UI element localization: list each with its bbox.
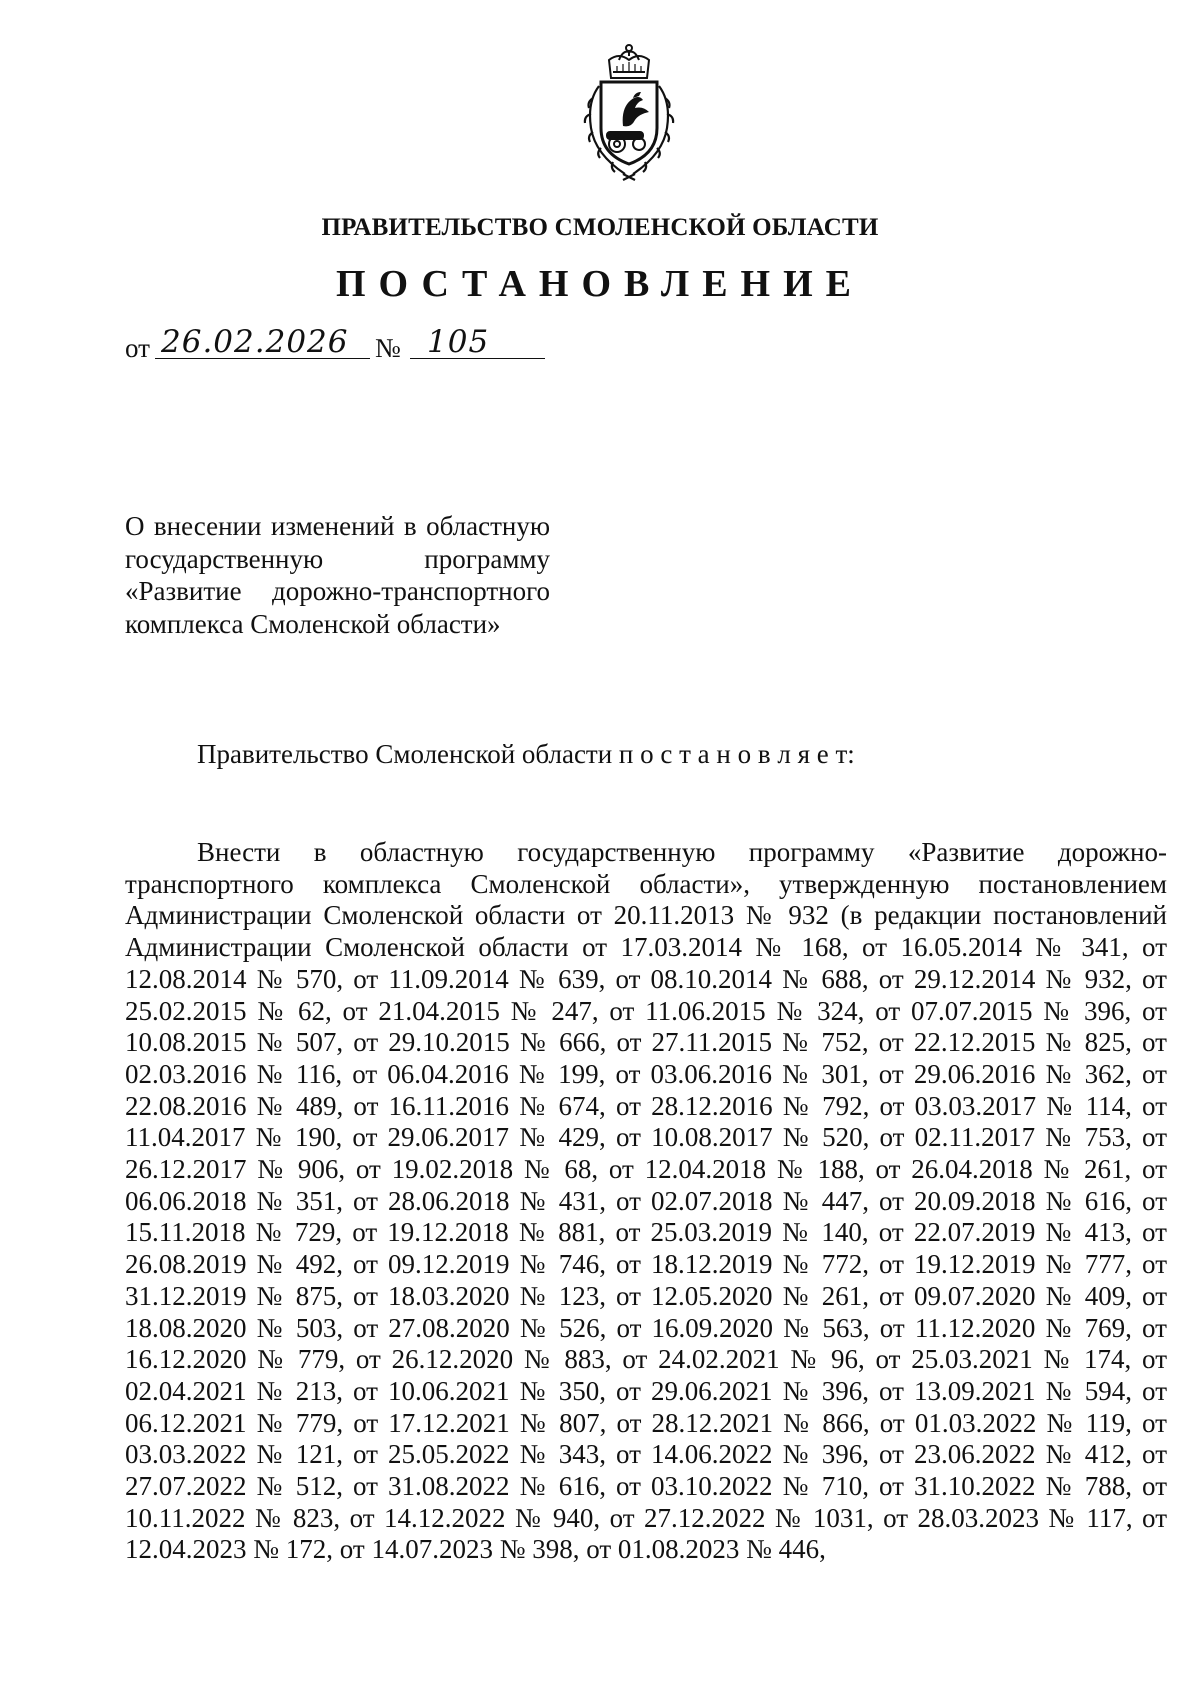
document-subject: О внесении изменений в областную государственную программу «Развитие дорожно-транспортного комплекса Смоленской области» [125,511,550,639]
number-label: № [375,333,401,363]
handwritten-number: 105 [427,324,490,360]
date-from-label: от [125,333,150,363]
document-type-title: ПОСТАНОВЛЕНИЕ [335,263,865,305]
smolensk-coat-of-arms-icon [573,42,685,184]
organization-title: ПРАВИТЕЛЬСТВО СМОЛЕНСКОЙ ОБЛАСТИ [321,214,879,241]
document-body-paragraph: Внести в областную государственную программу «Развитие дорожно-транспортного комплекса Смоленской области», утвержденную постановлением Администрации Смоленской области от 20.11.2013 № 932 (в редакции постановлений Администрации Смоленской области от 17.03.2014 № 168, от 16.05.2014 № 341, от 12.08.2014 № 570, от 11.09.2014 № 639, от 08.10.2014 № 688, от 29.12.2014 № 932, от 25.02.2015 № 62, от 21.04.2015 № 247, от 11.06.2015 № 324, от 07.07.2015 № 396, от 10.08.2015 № 507, от 29.10.2015 № 666, от 27.11.2015 № 752, от 22.12.2015 № 825, от 02.03.2016 № 116, от 06.04.2016 № 199, от 03.06.2016 № 301, от 29.06.2016 № 362, от 22.08.2016 № 489, от 16.11.2016 № 674, от 28.12.2016 № 792, от 03.03.2017 № 114, от 11.04.2017 № 190, от 29.06.2017 № 429, от 10.08.2017 № 520, от 02.11.2017 № 753, от 26.12.2017 № 906, от 19.02.2018 № 68, от 12.04.2018 № 188, от 26.04.2018 № 261, от 06.06.2018 № 351, от 28.06.2018 № 431, от 02.07.2018 № 447, от 20.09.2018 № 616, от 15.11.2018 № 729, от 19.12.2018 № 881, от 25.03.2019 № 140, от 22.07.2019 № 413, от 26.08.2019 № 492, от 09.12.2019 № 746, от 18.12.2019 № 772, от 19.12.2019 № 777, от 31.12.2019 № 875, от 18.03.2020 № 123, от 12.05.2020 № 261, от 09.07.2020 № 409, от 18.08.2020 № 503, от 27.08.2020 № 526, от 16.09.2020 № 563, от 11.12.2020 № 769, от 16.12.2020 № 779, от 26.12.2020 № 883, от 24.02.2021 № 96, от 25.03.2021 № 174, от 02.04.2021 № 213, от 10.06.2021 № 350, от 29.06.2021 № 396, от 13.09.2021 № 594, от 06.12.2021 № 779, от 17.12.2021 № 807, от 28.12.2021 № 866, от 01.03.2022 № 119, от 03.03.2022 № 121, от 25.05.2022 № 343, от 14.06.2022 № 396, от 23.06.2022 № 412, от 27.07.2022 № 512, от 31.08.2022 № 616, от 03.10.2022 № 710, от 31.10.2022 № 788, от 10.11.2022 № 823, от 14.12.2022 № 940, от 27.12.2022 № 1031, от 28.03.2023 № 117, от 12.04.2023 № 172, от 14.07.2023 № 398, от 01.08.2023 № 446, [125,837,1167,1565]
resolution-statement: Правительство Смоленской области п о с т а н о в л я е т: [197,739,855,769]
handwritten-date: 26.02.2026 [161,324,349,360]
date-number-line [125,324,545,363]
